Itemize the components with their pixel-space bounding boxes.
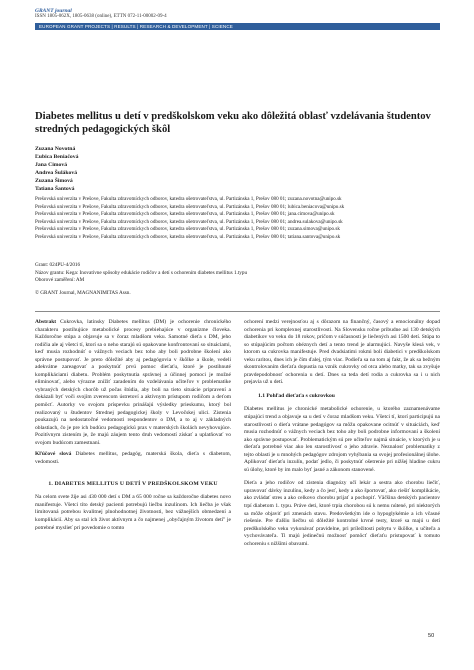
abstract-text: Cukrovka, latinsky Diabetes mellitus (DM) je ochorenie chronického charakteru postihujúce metabolické procesy prebiehajúce v organizme človeka. Každoročne stúpa a objavuje sa v čoraz mladšom veku. Samotné dieťa s DM, jeho rodičia ale aj všetci tí, ktorí sa o neho starajú sú opakovane konfrontovaní so situáciami, keď musia rozhodnúť o vážnych veciach bez toho aby boli podrobne školení ako správne postupovať. Je preto dôležité aby aj pedagógovia v škôlke a škole, vedeli adekvátne zareagovať a poskytnúť prvú pomoc dieťaťu, ktoré je postihnuté komplikáciami diabetu. Problém poskytnutia správnej a účinnej pomoci je možné eliminovať, alebo výrazne znížiť zaradením do vzdelávania učiteľov v problematike vybraných detských chorôb už počas štúdia, aby boli na tieto situácie pripravení a dokázali byť voči svojím zverencom ústretoví a aktívnym prístupom rodičom a deťom pomôcť. Autorky vo svojom príspevku prinášajú výsledky prieskumu, ktorý bol realizovaný u študentov Strednej pedagogickej školy v Levočskej ulici. Zistenia poukazujú na nedostatočné vedomosti respondentov o DM, a to aj v základných oblastiach, čo je pre ich budúcu pedagogickú prax v materských školách nevyhovujúce. Pozitívnym zistením je, že majú záujem tento druh vedomostí získať a uplatňovať vo svojom budúcom zamestnaní. [35, 319, 231, 446]
affiliation: Prešovská univerzita v Prešove, Fakulta zdravotníckych odborov, katedra ošetrovateľstva, ul. Partizánska 1, Prešov 080 01; zuzana.simova@unipo.sk [35, 226, 340, 233]
paragraph: ochorení medzi verejnosťou aj s dôrazom na finančný, časový a emocionálny dopad ochorenia pri komplexnej starostlivosti. Na Slovensku ročne pribudne asi 130 detských diabetikov vo veku do 18 rokov, pričom v súčasnosti je liečených asi 1500 detí. Stúpa to so stúpajúcim počtom obéznych detí a tento trend je alarmujúci. Navyše klesá vek, v ktorom sa cukrovka manifestuje. Pred dvadsiatimi rokmi boli diabetici v predškolskom veku raritou, dnes ich je čím ďalej, tým viac. Podieľa sa na tom aj fakt, že ak sa bežným skontrolovaním dieťaťa dopustia na vznik cukrovky od otca alebo matky, tak sa zvyšuje pravdepodobnosť ochorenia u detí. Dnes sa teda detí rodia a cukrovka sa i u nich prejavia už u detí. [244, 319, 440, 386]
grant-info [35, 262, 247, 297]
affiliation-list [35, 196, 440, 242]
article-title: Diabetes mellitus u detí v predškolskom veku ako dôležitá oblasť vzdelávania študentov stredných pedagogických škôl [35, 111, 431, 135]
keywords [35, 451, 231, 466]
copyright: © GRANT Journal, MAGNANIMITAS Assn. [35, 289, 131, 296]
section-text: Na celom svete žije asi 430 000 detí s DM a 65 000 ročne sa každoročne diabetes novo manifestuje. Všetci títo detský pacienti potrebujú liečbu inzulínom. Ich liečba je však limitovaná potrebou kvalitnej plnohodnotnej životnosti, bez vážnejších obmedzení a komplikácií. Aby sa stal ich život aktívnym a čo najmenej „obyčajným životom detí" je potrebné myslieť pri povedomie o tomto [35, 494, 231, 531]
page-number: 50 [428, 633, 435, 639]
affiliation: Prešovská univerzita v Prešove, Fakulta zdravotníckych odborov, katedra ošetrovateľstva, ul. Partizánska 1, Prešov 080 01; andrea.sulakova@unipo.sk [35, 218, 343, 225]
affiliation: Prešovská univerzita v Prešove, Fakulta zdravotníckych odborov, katedra ošetrovateľstva, ul. Partizánska 1, Prešov 080 01; zuzana.novotna@unipo.sk [35, 196, 342, 202]
journal-issn: ISSN 1805-062X, 1805-0638 (online), ETTN 072-11-00002-09-4 [35, 14, 167, 19]
right-column [244, 319, 440, 551]
divider [35, 311, 440, 312]
grant-name: Názov grantu: Kega: Inovatívne spôsoby edukácie rodičov a detí s ochorením diabetes mellitus 1.typu [35, 269, 248, 276]
keywords-text: Diabetes mellitus, pedagóg, materská škola, dieťa s diabetom, vedomosti. [35, 451, 231, 465]
subsection-heading: 1.1 Pohľad dieťaťa s cukrovkou [258, 392, 335, 399]
author: Tatiana Šantová [35, 185, 75, 192]
abstract [35, 319, 231, 447]
journal-banner-text: EUROPEAN GRANT PROJECTS | RESULTS | RESEARCH & DEVELOPMENT | SCIENCE [39, 24, 233, 29]
paragraph: Dieťa a jeho rodičov od zistenia diagnózy učí lekár a sestra ako chorobu liečiť, upravovať dávky inzulínu, kedy a čo jesť, kedy a ako športovať, ako riešiť komplikácie, ako zvládať stres a ako celkovo chorobu prijať a pochopiť. Väčšina detských pacientov trpí diabetom 1. typu. Práve deti, ktoré trpia chorobou sú k nemu nútené, pri niektorých sa môže objaviť pri zmenách stavu. Predovšetkým ide o hypoglykémie a ich včasné riešenie. Pre ďalšiu liečbu sú dôležité kontrolné krvné testy, ktoré sa majú u detí predškolského veku vykonávať pravidelne, pri príležitosti pobytu v škôlke, u učiteľa a vychovávateľa. Ti majú jedinečnú možnosť pomôcť dieťaťu pristupovať k tomuto ochoreniu s nižšími obavami. [244, 480, 440, 547]
grant-number: Grant: 024PU-4/2016 [35, 262, 81, 268]
affiliation: Prešovská univerzita v Prešove, Fakulta zdravotníckych odborov, katedra ošetrovateľstva, ul. Partizánska 1, Prešov 080 01; lubica.beniacova@unipo.sk [35, 203, 345, 210]
left-column [35, 319, 231, 535]
abstract-label: Abstrakt [35, 319, 57, 325]
author-list [35, 146, 78, 193]
affiliation: Prešovská univerzita v Prešove, Fakulta zdravotníckych odborov, katedra ošetrovateľstva, ul. Partizánska 1, Prešov 080 01; tatiana.santova@unipo.sk [35, 233, 341, 240]
author: Zuzana Šimová [35, 177, 73, 184]
author: Ľubica Beniačová [35, 153, 79, 160]
section-heading: 1. DIABETES MELLITUS U DETÍ V PREDŠKOLSKOM VEKU [48, 481, 218, 488]
field-of-study: Oborové zaměření: AM [35, 277, 85, 284]
author: Andrea Šuláková [35, 169, 78, 176]
author: Zuzana Novotná [35, 146, 76, 152]
author: Jana Cimová [35, 161, 68, 168]
affiliation: Prešovská univerzita v Prešove, Fakulta zdravotníckych odborov, katedra ošetrovateľstva, ul. Partizánska 1, Prešov 080 01; jana.cimova@unipo.sk [35, 211, 335, 218]
keywords-label: Kľúčové slová [35, 451, 72, 458]
paragraph: Diabetes mellitus je chronické metabolické ochorenie, u ktorého zaznamenávame stúpajúci trend a objavuje sa u detí v čoraz mladšom veku. Všetci tí, ktorí participujú na starostlivosti o dieťa vrátane pedagógov sa môžu opakovane ocitnúť v situáciách, keď musia rozhodnúť o vážnych veciach bez toho aby boli podrobne informovaní a školení ako správne postupovať. Problematickým sú pre učiteľov najmä situácie, v ktorých je u dieťaťa potrebné viac ako len starostlivosť o jeho zdravie. Neznalosť problematiky z tejto oblasti je u mnohých pedagógov zdrojom vyhýbania sa svojej profesionálnej úlohe. Aplikovať dieťaťu inzulín, podať jedlo, či poskytnúť ošetrenie pri nižšej hladine cukru sú úlohy, ktoré by im malo byť jasné a zákonom stanovené. [244, 406, 440, 473]
journal-banner [35, 23, 440, 30]
journal-brand: GRANT journal [35, 8, 72, 14]
